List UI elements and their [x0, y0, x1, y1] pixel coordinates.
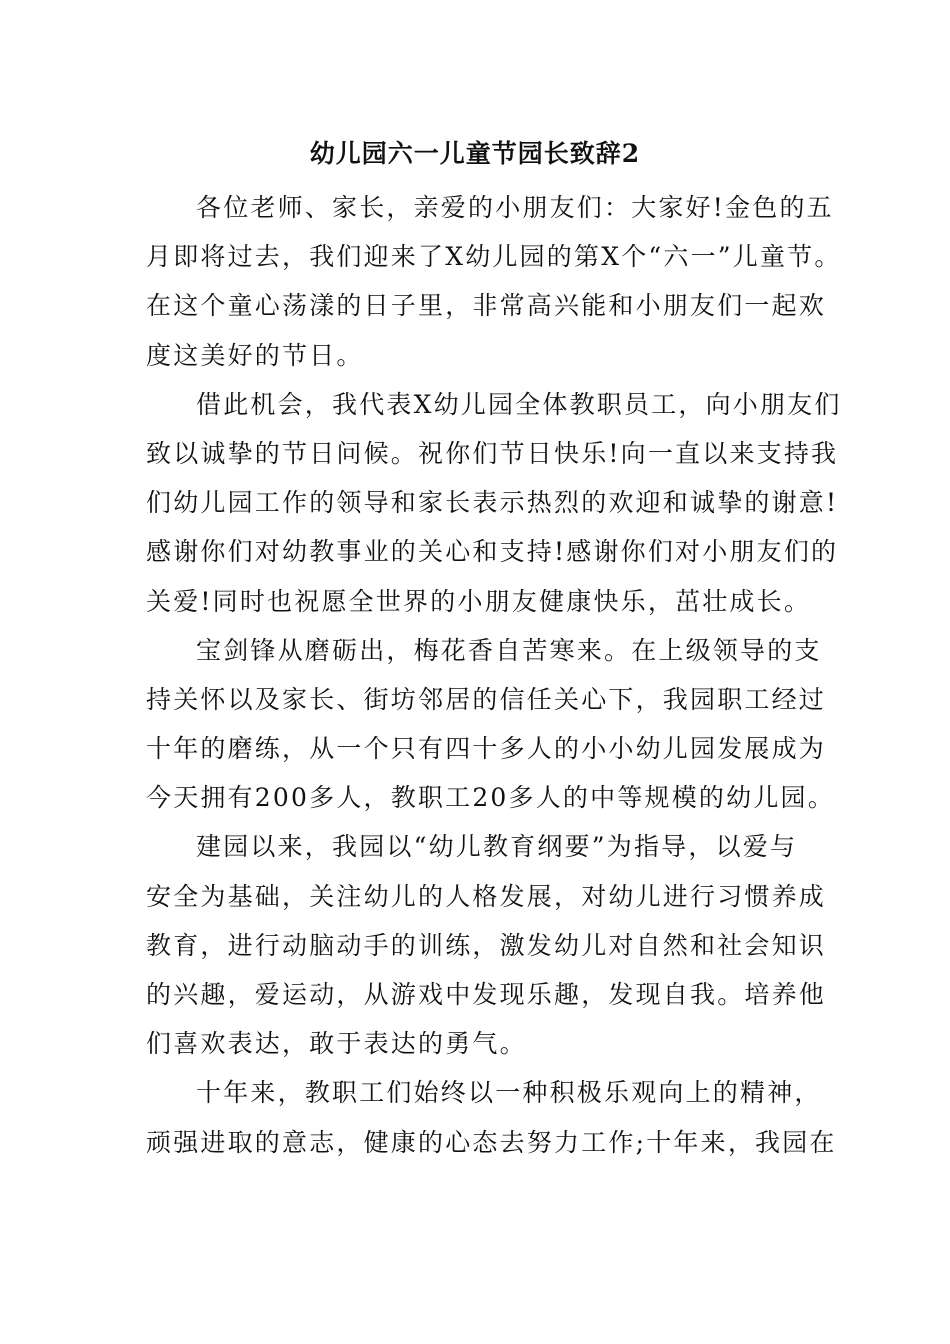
text-line: 们喜欢表达，敢于表达的勇气。: [146, 1029, 527, 1059]
text-line: 顽强进取的意志，健康的心态去努力工作;十年来，我园在: [146, 1127, 837, 1157]
text-line: 持关怀以及家长、街坊邻居的信任关心下，我园职工经过: [146, 684, 827, 714]
text-line: 致以诚挚的节日问候。祝你们节日快乐!向一直以来支持我: [146, 438, 839, 468]
text-line: 十年来，教职工们始终以一种积极乐观向上的精神，: [196, 1078, 822, 1108]
text-line: 宝剑锋从磨砺出，梅花香自苦寒来。在上级领导的支: [196, 635, 822, 665]
text-line: 教育，进行动脑动手的训练，激发幼儿对自然和社会知识: [146, 930, 827, 960]
text-line: 关爱!同时也祝愿全世界的小朋友健康快乐，茁壮成长。: [146, 586, 812, 616]
text-line: 的兴趣，爱运动，从游戏中发现乐趣，发现自我。培养他: [146, 980, 827, 1009]
document-title: 幼儿园六一儿童节园长致辞2: [309, 139, 641, 168]
document-body: [146, 183, 842, 1167]
text-line: 十年的磨练，从一个只有四十多人的小小幼儿园发展成为: [146, 734, 827, 764]
text-line: 借此机会，我代表X幼儿园全体教职员工，向小朋友们: [196, 389, 842, 419]
text-line: 月即将过去，我们迎来了X幼儿园的第X个“六一”儿童节。: [146, 242, 842, 272]
text-line: 度这美好的节日。: [146, 340, 364, 370]
text-line: 感谢你们对幼教事业的关心和支持!感谢你们对小朋友们的: [146, 537, 839, 567]
text-line: 们幼儿园工作的领导和家长表示热烈的欢迎和诚挚的谢意!: [146, 488, 839, 518]
text-line: 建园以来，我园以“幼儿教育纲要”为指导，以爱与: [196, 832, 798, 862]
text-line: 安全为基础，关注幼儿的人格发展，对幼儿进行习惯养成: [146, 881, 827, 911]
text-line: 在这个童心荡漾的日子里，非常高兴能和小朋友们一起欢: [146, 291, 827, 321]
text-line: 今天拥有200多人，教职工20多人的中等规模的幼儿园。: [146, 783, 835, 813]
text-line: 各位老师、家长，亲爱的小朋友们：大家好!金色的五: [196, 193, 834, 222]
